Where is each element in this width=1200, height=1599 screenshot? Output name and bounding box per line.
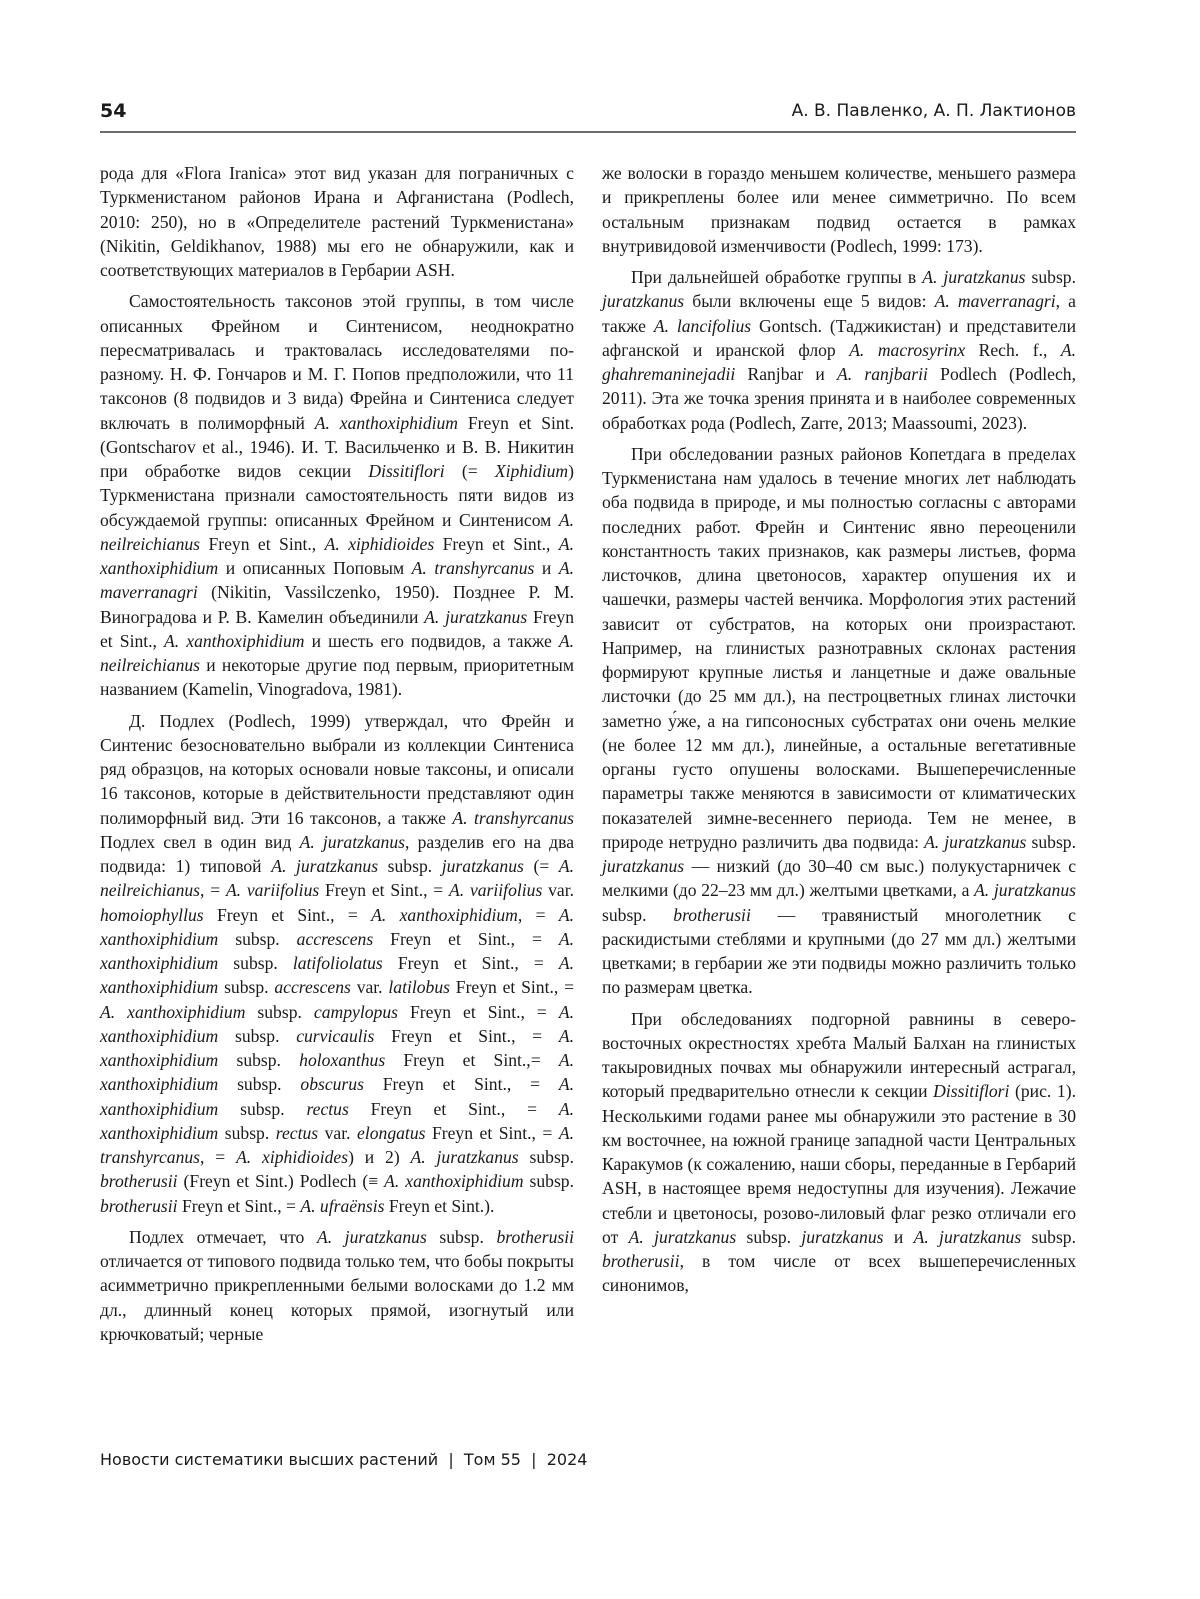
paragraph bbox=[100, 289, 574, 701]
italic-taxon-text: A. xanthoxiphidium bbox=[100, 953, 574, 998]
paragraph bbox=[100, 161, 574, 282]
italic-taxon-text: brotherusii bbox=[100, 1171, 178, 1192]
text-run: ) и 2) bbox=[348, 1147, 411, 1167]
italic-taxon-text: homoiophyllus bbox=[100, 904, 204, 925]
italic-taxon-text: accrescens bbox=[274, 977, 351, 998]
text-run: , = bbox=[200, 1147, 237, 1167]
running-header bbox=[100, 100, 1076, 128]
text-run: Freyn et Sint.,= bbox=[385, 1050, 559, 1070]
text-run: Freyn et Sint., = bbox=[177, 1195, 301, 1216]
text-run: Freyn et Sint., = bbox=[319, 880, 450, 901]
italic-taxon-text: A. neilreichianus bbox=[100, 856, 575, 901]
text-run: subsp. bbox=[245, 1001, 314, 1022]
left-column bbox=[100, 161, 574, 1353]
text-run: Freyn et Sint., = bbox=[425, 1122, 559, 1143]
text-run: Freyn et Sint., = bbox=[373, 928, 559, 949]
text-run: subsp. bbox=[736, 1226, 802, 1247]
italic-taxon-text: Xiphidium bbox=[494, 461, 569, 481]
header-rule bbox=[100, 131, 1076, 133]
italic-taxon-text: A. juratzkanus bbox=[628, 1226, 737, 1247]
text-run: и некоторые другие под первым, приоритетным названием (Kamelin, Vinogradova, 1981). bbox=[100, 655, 574, 700]
footer-separator-2: | bbox=[531, 1450, 537, 1469]
text-run: var. bbox=[350, 977, 389, 998]
italic-taxon-text: A. xanthoxiphidium bbox=[100, 1050, 574, 1095]
text-run: , = bbox=[200, 880, 226, 901]
text-run: Подлех свел в один вид bbox=[100, 831, 300, 852]
italic-taxon-text: juratzkanus bbox=[441, 856, 524, 876]
italic-taxon-text: elongatus bbox=[357, 1122, 426, 1143]
text-run: subsp. bbox=[602, 904, 674, 925]
text-run: и bbox=[883, 1226, 914, 1247]
text-run: Freyn et Sint., = bbox=[348, 1098, 559, 1119]
text-run: Freyn et Sint., = bbox=[449, 977, 575, 998]
text-run: отличается от типового подвида только тем, что бобы покрыты асимметрично прикрепленными белыми волосками до 1.2 мм дл., длинный конец которых прямой, изогнутый или крючковатый; черные bbox=[100, 1251, 574, 1344]
italic-taxon-text: A. juratzkanus bbox=[410, 1147, 519, 1167]
text-run: subsp. bbox=[218, 953, 293, 973]
italic-taxon-text: brotherusii bbox=[602, 1251, 680, 1271]
italic-taxon-text: campylopus bbox=[313, 1001, 398, 1022]
text-run: Freyn et Sint., bbox=[200, 533, 325, 554]
text-run: Подлех отмечает, что bbox=[129, 1226, 317, 1247]
text-run: subsp. bbox=[1026, 831, 1076, 852]
text-run: Д. Подлех (Podlech, 1999) утверждал, что Фрейн и Синтенис безосновательно выбрали из коллекции Синтениса ряд образцов, на которых основали новые таксоны, и описали 16 таксонов, которые в действительности представляют один полиморфный вид. Эти 16 таксонов, а также bbox=[100, 710, 574, 828]
text-run: subsp. bbox=[218, 1050, 300, 1070]
text-run: и шесть его подвидов, а также bbox=[304, 630, 559, 651]
italic-taxon-text: A. xanthoxiphidium bbox=[100, 1001, 246, 1022]
italic-taxon-text: A. variifolius bbox=[225, 880, 320, 901]
text-run: , в том числе от всех вышеперечисленных синонимов, bbox=[602, 1251, 1076, 1296]
italic-taxon-text: A. ghahremaninejadii bbox=[602, 339, 1077, 384]
italic-taxon-text: A. xanthoxiphidium bbox=[314, 412, 459, 433]
text-run: При обследовании разных районов Копетдага в пределах Туркменистана нам удалось в течение многих лет наблюдать оба подвида в природе, и мы полностью согласны с авторами последних работ. Фрейн и Синтенис явно переоценили константность таких признаков, как размеры листьев, форма листочков, длина цветоносов, характер опушения их и чашечки, размеры частей венчика. Морфология этих растений зависит от субстратов, на которых они произрастают. Например, на глинистых разнотравных склонах растения формируют крупные листья и ланцетные и даже овальные листочки (до 25 мм дл.), на пестроцветных глинах листочки заметно у́же, а на гипсоносных субстратах они очень мелкие (не более 12 мм дл.), линейные, а остальные вегетативные органы густо опушены волосками. Вышеперечисленные параметры также меняются в зависимости от климатических показателей зимне-весеннего периода. Тем не менее, в природе нетрудно различить два подвида: bbox=[602, 443, 1076, 852]
italic-taxon-text: A. xanthoxiphidium bbox=[100, 533, 574, 578]
italic-taxon-text: A. xanthoxiphidium bbox=[100, 1025, 574, 1070]
italic-taxon-text: A. neilreichianus bbox=[100, 630, 575, 675]
italic-taxon-text: A. transhyrcanus bbox=[452, 807, 574, 828]
italic-taxon-text: rectus bbox=[275, 1122, 319, 1143]
text-run: Freyn et Sint., = bbox=[203, 904, 372, 925]
page-number: 54 bbox=[100, 100, 127, 122]
text-run: Freyn et Sint., = bbox=[374, 1025, 559, 1046]
italic-taxon-text: A. juratzkanus bbox=[316, 1226, 427, 1247]
italic-taxon-text: A. macrosyrinx bbox=[849, 339, 966, 360]
paragraph bbox=[100, 1225, 574, 1346]
italic-taxon-text: A. xanthoxiphidium bbox=[100, 904, 574, 949]
text-run: Freyn et Sint., bbox=[434, 533, 559, 554]
text-run: (Freyn et Sint.) Podlech (≡ bbox=[177, 1171, 385, 1192]
text-run: рода для «Flora Iranica» этот вид указан для пограничных с Туркменистаном районов Ирана и Афганистана (Podlech, 2010: 250), но в «Определителе растений Туркменистана» (Nikitin, Geldikhanov, 1988) мы его не обнаружили, как и соответствующих материалов в Гербарии ASH. bbox=[100, 163, 574, 280]
italic-taxon-text: Dissitiflori bbox=[933, 1081, 1010, 1102]
italic-taxon-text: obscurus bbox=[300, 1074, 364, 1095]
italic-taxon-text: A. maverranagri bbox=[100, 558, 574, 603]
italic-taxon-text: A. juratzkanus bbox=[974, 880, 1076, 901]
italic-taxon-text: A. transhyrcanus bbox=[100, 1122, 574, 1167]
italic-taxon-text: A. juratzkanus bbox=[424, 606, 528, 627]
text-run: (рис. 1). Несколькими годами ранее мы обнаружили это растение в 30 км восточнее, на южной границе западной части Центральных Каракумов (к сожалению, наши сборы, переданные в Гербарий ASH, в настоящее время недоступны для изучения). Лежачие стебли и цветоносы, розово-лиловый флаг резко отличали его от bbox=[602, 1081, 1076, 1247]
paragraph bbox=[602, 1007, 1076, 1298]
italic-taxon-text: brotherusii bbox=[496, 1226, 575, 1247]
italic-taxon-text: latilobus bbox=[388, 977, 450, 998]
italic-taxon-text: A. xiphidioides bbox=[324, 533, 435, 554]
italic-taxon-text: A. xanthoxiphidium bbox=[384, 1171, 524, 1192]
text-run: ) Туркменистана признали самостоятельность пяти видов из обсуждаемой группы: описанных Фрейном и Синтенисом bbox=[100, 461, 574, 530]
italic-taxon-text: accrescens bbox=[296, 928, 374, 949]
text-run: Gontsch. (Таджикистан) и представители афганской и иранской флор bbox=[602, 315, 1076, 360]
text-run: subsp. bbox=[1025, 267, 1076, 287]
text-run: Rech. f., bbox=[965, 339, 1061, 360]
text-run: Freyn et Sint., = bbox=[363, 1074, 559, 1095]
text-run: — травянистый многолетник с раскидистыми стеблями и крупными (до 27 мм дл.) желтыми цветками; в гербарии же эти подвиды можно различить только по размерам цветка. bbox=[602, 904, 1076, 998]
footer-year: 2024 bbox=[546, 1450, 588, 1469]
italic-taxon-text: juratzkanus bbox=[602, 856, 685, 876]
paragraph bbox=[602, 161, 1076, 258]
text-run: были включены еще 5 видов: bbox=[684, 291, 935, 312]
text-run: Podlech (Podlech, 2011). Эта же точка зрения принята и в наиболее современных обработках рода (Podlech, Zarre, 2013; Maassoumi, 2023). bbox=[602, 364, 1076, 433]
paragraph bbox=[100, 709, 574, 1218]
text-run: же волоски в гораздо меньшем количестве, меньшего размера и прикреплены более или менее симметрично. По всем остальным признакам подвид остается в рамках внутривидовой изменчивости (Podlech, 1999: 173). bbox=[602, 163, 1076, 256]
italic-taxon-text: A. xanthoxiphidium bbox=[164, 630, 305, 651]
text-run: (Nikitin, Vassilczenko, 1950). Позднее Р. М. Виноградова и Р. В. Камелин объединили bbox=[100, 582, 574, 627]
text-run: Freyn et Sint., bbox=[100, 606, 575, 651]
paragraph bbox=[602, 442, 1076, 1000]
text-run: var. bbox=[542, 880, 574, 901]
italic-taxon-text: A. maverranagri bbox=[934, 291, 1056, 312]
italic-taxon-text: A. variifolius bbox=[449, 880, 543, 901]
text-run: Ranjbar и bbox=[735, 364, 838, 384]
text-run: При дальнейшей обработке группы в bbox=[631, 267, 923, 287]
text-run: Freyn et Sint.). bbox=[384, 1195, 495, 1216]
italic-taxon-text: brotherusii bbox=[673, 904, 751, 925]
text-run: subsp. bbox=[218, 1025, 297, 1046]
italic-taxon-text: A. xiphidioides bbox=[236, 1147, 349, 1167]
italic-taxon-text: A. xanthoxiphidium bbox=[100, 1098, 574, 1143]
italic-taxon-text: A. ranjbarii bbox=[837, 364, 928, 384]
italic-taxon-text: A. xanthoxiphidium bbox=[371, 904, 518, 925]
text-run: subsp. bbox=[378, 856, 442, 876]
italic-taxon-text: rectus bbox=[306, 1098, 349, 1119]
paragraph bbox=[602, 265, 1076, 435]
text-run: subsp. bbox=[523, 1171, 574, 1192]
italic-taxon-text: A. xanthoxiphidium bbox=[100, 1001, 574, 1046]
text-run: var. bbox=[318, 1122, 358, 1143]
text-run: и описанных Поповым bbox=[218, 558, 412, 578]
text-run: Freyn et Sint., = bbox=[382, 953, 559, 973]
text-run: subsp. bbox=[218, 1074, 301, 1095]
italic-taxon-text: holoxanthus bbox=[299, 1050, 386, 1070]
footer-volume: Том 55 bbox=[463, 1450, 521, 1469]
italic-taxon-text: A. juratzkanus bbox=[271, 856, 379, 876]
text-run: Самостоятельность таксонов этой группы, в том числе описанных Фрейном и Синтенисом, неоднократно пересматривалась и трактовалась исследователями по-разному. Н. Ф. Гончаров и М. Г. Попов предположили, что 11 таксонов (8 подвидов и 3 вида) Фрейна и Синтениса следует включать в полиморфный bbox=[100, 291, 574, 433]
text-run: и bbox=[534, 558, 559, 578]
italic-taxon-text: Dissitiflori bbox=[368, 461, 445, 481]
running-header-authors: А. В. Павленко, А. П. Лактионов bbox=[791, 101, 1076, 121]
italic-taxon-text: A. transhyrcanus bbox=[411, 558, 535, 578]
right-column bbox=[602, 161, 1076, 1305]
text-run: subsp. bbox=[1021, 1226, 1076, 1247]
italic-taxon-text: A. juratzkanus bbox=[913, 1226, 1022, 1247]
text-run: , = bbox=[517, 904, 559, 925]
text-run: (= bbox=[523, 856, 559, 876]
italic-taxon-text: A. lancifolius bbox=[653, 315, 752, 336]
italic-taxon-text: A. xanthoxiphidium bbox=[100, 1074, 574, 1119]
italic-taxon-text: A. juratzkanus bbox=[299, 831, 405, 852]
text-run: Freyn et Sint., = bbox=[397, 1001, 559, 1022]
text-run: subsp. bbox=[218, 1122, 276, 1143]
text-run: subsp. bbox=[218, 1098, 307, 1119]
italic-taxon-text: A. xanthoxiphidium bbox=[100, 928, 574, 973]
italic-taxon-text: juratzkanus bbox=[602, 291, 685, 312]
italic-taxon-text: juratzkanus bbox=[801, 1226, 884, 1247]
text-run: subsp. bbox=[518, 1147, 574, 1167]
text-run: (= bbox=[444, 461, 495, 481]
footer-journal-title: Новости систематики высших растений bbox=[100, 1450, 439, 1469]
text-run: subsp. bbox=[218, 928, 297, 949]
text-run: Freyn et Sint. (Gontscharov et al., 1946). И. Т. Васильченко и В. В. Никитин при обработке видов секции bbox=[100, 412, 575, 481]
italic-taxon-text: A. juratzkanus bbox=[924, 831, 1027, 852]
footer-separator-1: | bbox=[448, 1450, 454, 1469]
text-run: При обследованиях подгорной равнины в северо-восточных окрестностях хребта Малый Балхан на глинистых такыровидных почвах мы обнаружили интересный астрагал, который предварительно отнесли к секции bbox=[602, 1008, 1076, 1102]
text-run: — низкий (до 30–40 см выс.) полукустарничек с мелкими (до 22–23 мм дл.) желтыми цветками, а bbox=[602, 856, 1076, 901]
italic-taxon-text: A. juratzkanus bbox=[922, 267, 1026, 287]
text-run: , разделив его на два подвида: 1) типовой bbox=[100, 831, 574, 876]
text-run: subsp. bbox=[426, 1226, 497, 1247]
journal-footer bbox=[100, 1450, 587, 1469]
text-run: , а также bbox=[602, 291, 1076, 336]
italic-taxon-text: A. neilreichianus bbox=[100, 509, 574, 554]
italic-taxon-text: brotherusii bbox=[100, 1195, 178, 1216]
text-run: subsp. bbox=[218, 977, 275, 998]
italic-taxon-text: A. ufraënsis bbox=[300, 1195, 385, 1216]
italic-taxon-text: curvicaulis bbox=[296, 1025, 375, 1046]
italic-taxon-text: latifoliolatus bbox=[292, 953, 383, 973]
